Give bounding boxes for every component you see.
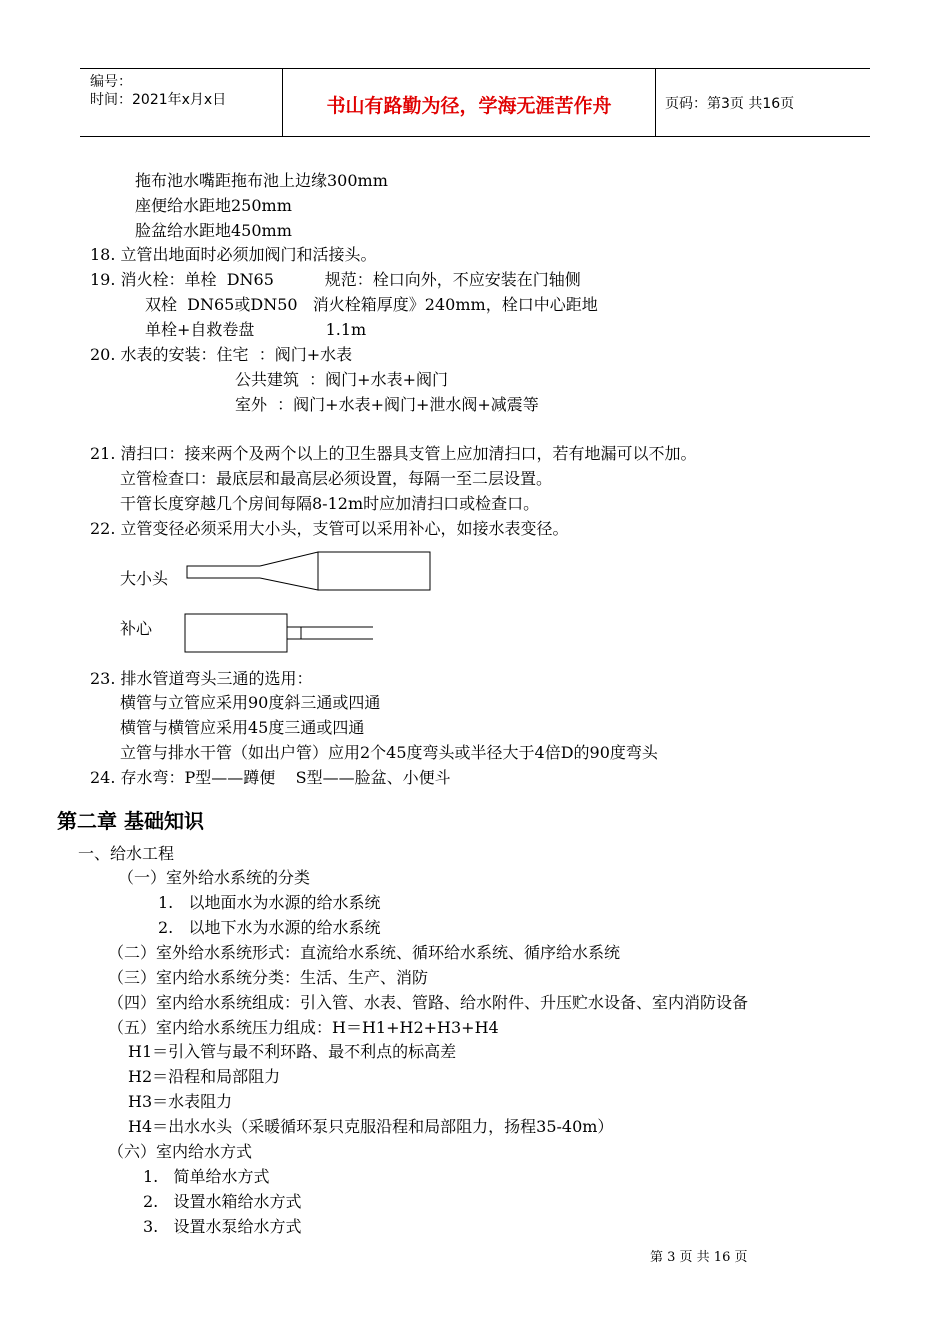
- body-line: 20. 水表的安装：住宅 ：阀门+水表: [90, 345, 353, 364]
- body-line: 18. 立管出地面时必须加阀门和活接头。: [90, 245, 377, 264]
- body-line: 22. 立管变径必须采用大小头，支管可以采用补心，如接水表变径。: [90, 519, 569, 538]
- header-page-info: 页码：第3页 共16页: [665, 96, 795, 112]
- bushing-label: 补心: [120, 619, 153, 638]
- section-line: 一、给水工程: [78, 844, 175, 863]
- body-line: 21. 清扫口：接来两个及两个以上的卫生器具支管上应加清扫口，若有地漏可以不加。: [90, 444, 697, 463]
- section-line: （四）室内给水系统组成：引入管、水表、管路、给水附件、升压贮水设备、室内消防设备: [108, 993, 749, 1012]
- body-line: 干管长度穿越几个房间每隔8-12m时应加清扫口或检查口。: [120, 494, 540, 513]
- body-line: 公共建筑 ：阀门+水表+阀门: [235, 370, 448, 389]
- section-line: （三）室内给水系统分类：生活、生产、消防: [108, 968, 429, 987]
- section-line: （六）室内给水方式: [108, 1142, 253, 1161]
- reducer-figure: [187, 552, 430, 590]
- section-line: 2. 设置水箱给水方式: [143, 1192, 302, 1211]
- body-line: 19. 消火栓：单栓 DN65 规范：栓口向外，不应安装在门轴侧: [90, 270, 581, 289]
- body-line: 座便给水距地250mm: [135, 196, 292, 215]
- bushing-figure: [185, 614, 373, 652]
- body-line: 单栓+自救卷盘 1.1m: [145, 320, 367, 339]
- section-line: 1. 以地面水为水源的给水系统: [158, 893, 381, 912]
- section-line: 2. 以地下水为水源的给水系统: [158, 918, 381, 937]
- body-line: 拖布池水嘴距拖布池上边缘300mm: [135, 171, 388, 190]
- body-line: 双栓 DN65或DN50 消火栓箱厚度》240mm，栓口中心距地: [145, 295, 598, 314]
- body-line: 横管与立管应采用90度斜三通或四通: [120, 693, 381, 712]
- body-line: 24. 存水弯：P型——蹲便 S型——脸盆、小便斗: [90, 768, 451, 787]
- header-time: 时间：2021年x月x日: [90, 92, 227, 108]
- page-footer: 第 3 页 共 16 页: [650, 1250, 748, 1265]
- section-line: H3＝水表阻力: [128, 1092, 233, 1111]
- section-line: 1. 简单给水方式: [143, 1167, 270, 1186]
- body-line: 立管与排水干管（如出户管）应用2个45度弯头或半径大于4倍D的90度弯头: [120, 743, 658, 762]
- section-line: H4＝出水水头（采暖循环泵只克服沿程和局部阻力，扬程35-40m）: [128, 1117, 614, 1136]
- chapter-title: 第二章 基础知识: [57, 809, 204, 833]
- reducer-label: 大小头: [120, 569, 169, 588]
- body-line: 立管检查口：最底层和最高层必须设置，每隔一至二层设置。: [120, 469, 553, 488]
- body-line: 横管与横管应采用45度三通或四通: [120, 718, 365, 737]
- header-motto: 书山有路勤为径，学海无涯苦作舟: [326, 95, 612, 117]
- header-number: 编号：: [90, 74, 132, 90]
- body-line: 23. 排水管道弯头三通的选用：: [90, 669, 313, 688]
- section-line: （一）室外给水系统的分类: [118, 868, 311, 887]
- body-line: 室外 ：阀门+水表+阀门+泄水阀+减震等: [235, 395, 539, 414]
- section-line: （二）室外给水系统形式：直流给水系统、循环给水系统、循序给水系统: [108, 943, 621, 962]
- section-line: 3. 设置水泵给水方式: [143, 1217, 302, 1236]
- body-line: 脸盆给水距地450mm: [135, 221, 292, 240]
- section-line: H1＝引入管与最不利环路、最不利点的标高差: [128, 1042, 457, 1061]
- section-line: （五）室内给水系统压力组成：H＝H1+H2+H3+H4: [108, 1018, 499, 1037]
- section-line: H2＝沿程和局部阻力: [128, 1067, 281, 1086]
